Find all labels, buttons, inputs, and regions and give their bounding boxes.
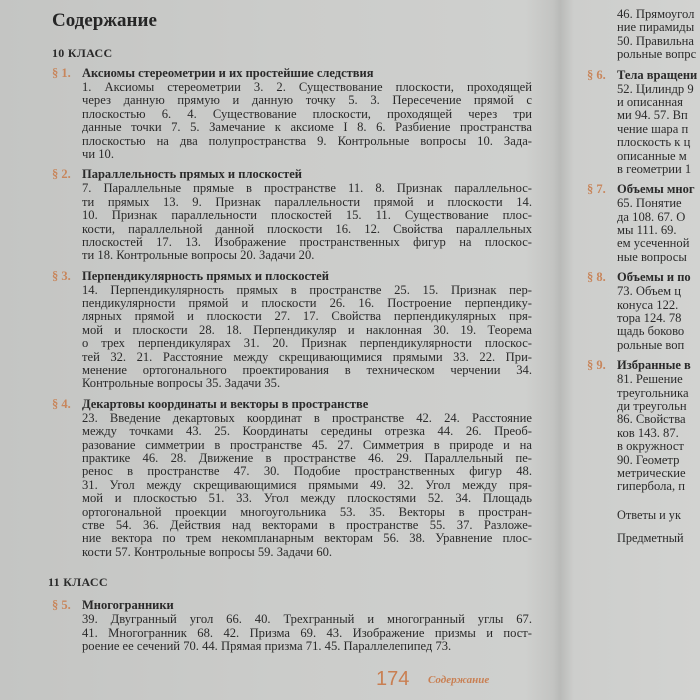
toc-line: 23. Введение декартовых координат в пространстве 42. 24. Расстояние bbox=[82, 411, 532, 425]
section-marker: § 3. bbox=[52, 268, 71, 283]
section-marker: § 9. bbox=[587, 358, 606, 373]
toc-line: гипербола, п bbox=[617, 480, 685, 494]
toc-line: роение ее сечений 70. 44. Прямая призма 71. 45. Параллелепипед 73. bbox=[82, 639, 452, 653]
toc-line: тей 32. 21. Расстояние между скрещивающимися прямыми 33. 22. При- bbox=[82, 350, 532, 364]
toc-line: ренос в пространстве 47. 30. Подобие пространственных фигур 48. bbox=[82, 465, 532, 479]
toc-line: 81. Решение bbox=[617, 373, 683, 387]
toc-line: данные точки 7. 5. Замечание к аксиоме I 8. 6. Разбиение пространства bbox=[82, 121, 532, 135]
toc-line: в геометрии 1 bbox=[617, 162, 692, 176]
toc-line: и описанная bbox=[617, 95, 683, 109]
toc-line: через данную прямую и данную точку 5. 3. Пересечение прямой с bbox=[82, 94, 532, 108]
toc-line: ти прямых 13. 9. Признак параллельности прямой и плоскости 14. bbox=[82, 195, 532, 209]
footer-page-number: 174 bbox=[376, 668, 410, 690]
toc-line: конуса 122. bbox=[617, 298, 679, 312]
toc-line: между точками 43. 25. Координаты середины отрезка 44. 26. Преоб- bbox=[82, 425, 532, 439]
toc-line: ков 143. 87. bbox=[617, 426, 679, 440]
toc-line: 14. Перпендикулярность прямых в пространстве 25. 15. Признак пер- bbox=[82, 283, 532, 297]
toc-line: Контрольные вопросы 35. Задачи 35. bbox=[82, 377, 281, 391]
toc-line: ми 94. 57. Вп bbox=[617, 109, 688, 123]
toc-line: мы 111. 69. bbox=[617, 224, 677, 238]
toc-line: ти 18. Контрольные вопросы 20. Задачи 20. bbox=[82, 249, 315, 263]
toc-line: в окружност bbox=[617, 440, 684, 454]
toc-line: 31. Угол между скрещивающимися прямыми 49. 32. Угол между пря- bbox=[82, 478, 532, 492]
toc-line: 46. Прямоугол bbox=[617, 8, 695, 21]
toc-line: лярных прямой и плоскости 27. 17. Свойства перпендикулярных пря- bbox=[82, 310, 532, 324]
footer-label: Содержание bbox=[428, 674, 490, 686]
toc-line: 7. Параллельные прямые в пространстве 11. 8. Признак параллельнос- bbox=[82, 182, 532, 196]
toc-line: описанные м bbox=[617, 149, 687, 163]
toc-line: разование симметрии в пространстве 45. 27. Симметрия в природе и на bbox=[82, 438, 532, 452]
toc-line: плоскостей 17. 13. Изображение пространственных фигур на плоскос- bbox=[82, 235, 532, 249]
toc-line: рольные вопрс bbox=[617, 48, 697, 62]
right-index-entry: Предметный bbox=[617, 530, 684, 545]
toc-line: тора 124. 78 bbox=[617, 312, 682, 326]
toc-line: 1. Аксиомы стереометрии 3. 2. Существование плоскости, проходящей bbox=[82, 81, 532, 94]
toc-line: 50. Правильна bbox=[617, 34, 694, 48]
section-title: Объемы мног bbox=[617, 182, 695, 197]
toc-line: да 108. 67. О bbox=[617, 210, 686, 224]
section-title: Декартовы координаты и векторы в пространстве bbox=[82, 396, 369, 411]
toc-line: плоскость к ц bbox=[617, 136, 691, 150]
right-answers-entry: Ответы и ук bbox=[617, 507, 681, 522]
section-title: Перпендикулярность прямых и плоскостей bbox=[82, 268, 329, 283]
toc-line: рольные воп bbox=[617, 338, 685, 352]
toc-line: ем усеченной bbox=[617, 237, 690, 251]
toc-line: ные вопросы bbox=[617, 250, 687, 264]
toc-line: плоскостью 6. 4. Существование плоскости, проходящей через три bbox=[82, 107, 532, 121]
section-title: Параллельность прямых и плоскостей bbox=[82, 167, 302, 182]
toc-line: 86. Свойства bbox=[617, 413, 686, 427]
toc-section bbox=[587, 67, 700, 177]
right-page-contents bbox=[587, 8, 700, 546]
section-marker: § 7. bbox=[587, 182, 606, 197]
section-marker: § 4. bbox=[52, 396, 71, 411]
toc-line: мой и плоскости 28. 18. Перпендикуляр и наклонная 30. 19. Теорема bbox=[82, 323, 532, 337]
section-marker: § 6. bbox=[587, 67, 606, 82]
toc-line: плоскостью на два полупространства 9. Контрольные вопросы 10. Зада- bbox=[82, 134, 532, 148]
toc-line: ние пирамиды bbox=[617, 21, 695, 35]
section-marker: § 8. bbox=[587, 270, 606, 285]
toc-line: метрические bbox=[617, 466, 686, 480]
left-page-contents bbox=[48, 46, 532, 659]
section-marker: § 1. bbox=[52, 66, 71, 80]
toc-line: щадь боково bbox=[617, 325, 685, 339]
toc-line: 90. Геометр bbox=[617, 453, 680, 467]
section-marker: § 2. bbox=[52, 167, 71, 182]
toc-line: чение шара п bbox=[617, 122, 689, 136]
toc-line: ди треугольн bbox=[617, 399, 687, 413]
class-10-heading: 10 КЛАСС bbox=[52, 46, 113, 60]
toc-line: пендикулярности прямой и плоскости 26. 16. Построение перпендику- bbox=[82, 297, 532, 311]
class-11-heading: 11 КЛАСС bbox=[48, 575, 108, 590]
toc-line: 41. Многогранник 68. 42. Призма 69. 43. Изображение призмы и пост- bbox=[82, 626, 532, 640]
toc-section-continued bbox=[617, 8, 700, 62]
section-marker: § 5. bbox=[52, 598, 71, 613]
toc-line: 39. Двугранный угол 66. 40. Трехгранный и многогранный углы 67. bbox=[82, 613, 532, 627]
toc-line: ние вектора по трем некомпланарным векторам 56. 38. Уравнение плос- bbox=[82, 532, 532, 546]
toc-line: кости 57. Контрольные вопросы 59. Задачи 60. bbox=[82, 545, 333, 559]
page-title: Содержание bbox=[52, 10, 157, 31]
toc-section bbox=[52, 396, 532, 559]
section-title: Объемы и по bbox=[617, 270, 691, 285]
section-title: Тела вращени bbox=[617, 67, 698, 82]
section-title: Аксиомы стереометрии и их простейшие следствия bbox=[82, 66, 374, 80]
toc-line: кости, параллельной данной плоскости 16. 12. Свойства параллельных bbox=[82, 222, 532, 236]
toc-line: 73. Объем ц bbox=[617, 285, 682, 299]
toc-line: 52. Цилиндр 9 bbox=[617, 82, 694, 96]
toc-line: 65. Понятие bbox=[617, 197, 682, 211]
toc-section bbox=[587, 182, 700, 264]
toc-section bbox=[52, 167, 532, 263]
toc-section bbox=[587, 270, 700, 352]
toc-line: чи 10. bbox=[82, 147, 114, 161]
toc-line: мой и плоскостью 51. 33. Угол между плоскостями 52. 34. Площадь bbox=[82, 492, 532, 506]
section-title: Многогранники bbox=[82, 598, 174, 613]
toc-line: стве 54. 36. Действия над векторами в пространстве 55. 37. Разложе- bbox=[82, 518, 532, 532]
toc-section bbox=[52, 66, 532, 161]
toc-line: о трех перпендикулярах 31. 20. Признак перпендикулярности плоскос- bbox=[82, 337, 532, 351]
toc-line: менение ортогонального проектирования в техническом черчении 34. bbox=[82, 364, 532, 378]
toc-line: практике 46. 28. Движение в пространстве 46. 29. Параллельный пе- bbox=[82, 451, 532, 465]
toc-section bbox=[52, 598, 532, 653]
toc-section bbox=[587, 358, 700, 494]
section-title: Избранные в bbox=[617, 358, 691, 373]
toc-line: ортогональной проекции многоугольника 53. 35. Векторы в простран- bbox=[82, 505, 532, 519]
toc-line: треугольника bbox=[617, 386, 689, 400]
toc-section bbox=[52, 268, 532, 391]
toc-line: 10. Признак параллельности плоскостей 15. 11. Существование плос- bbox=[82, 209, 532, 223]
